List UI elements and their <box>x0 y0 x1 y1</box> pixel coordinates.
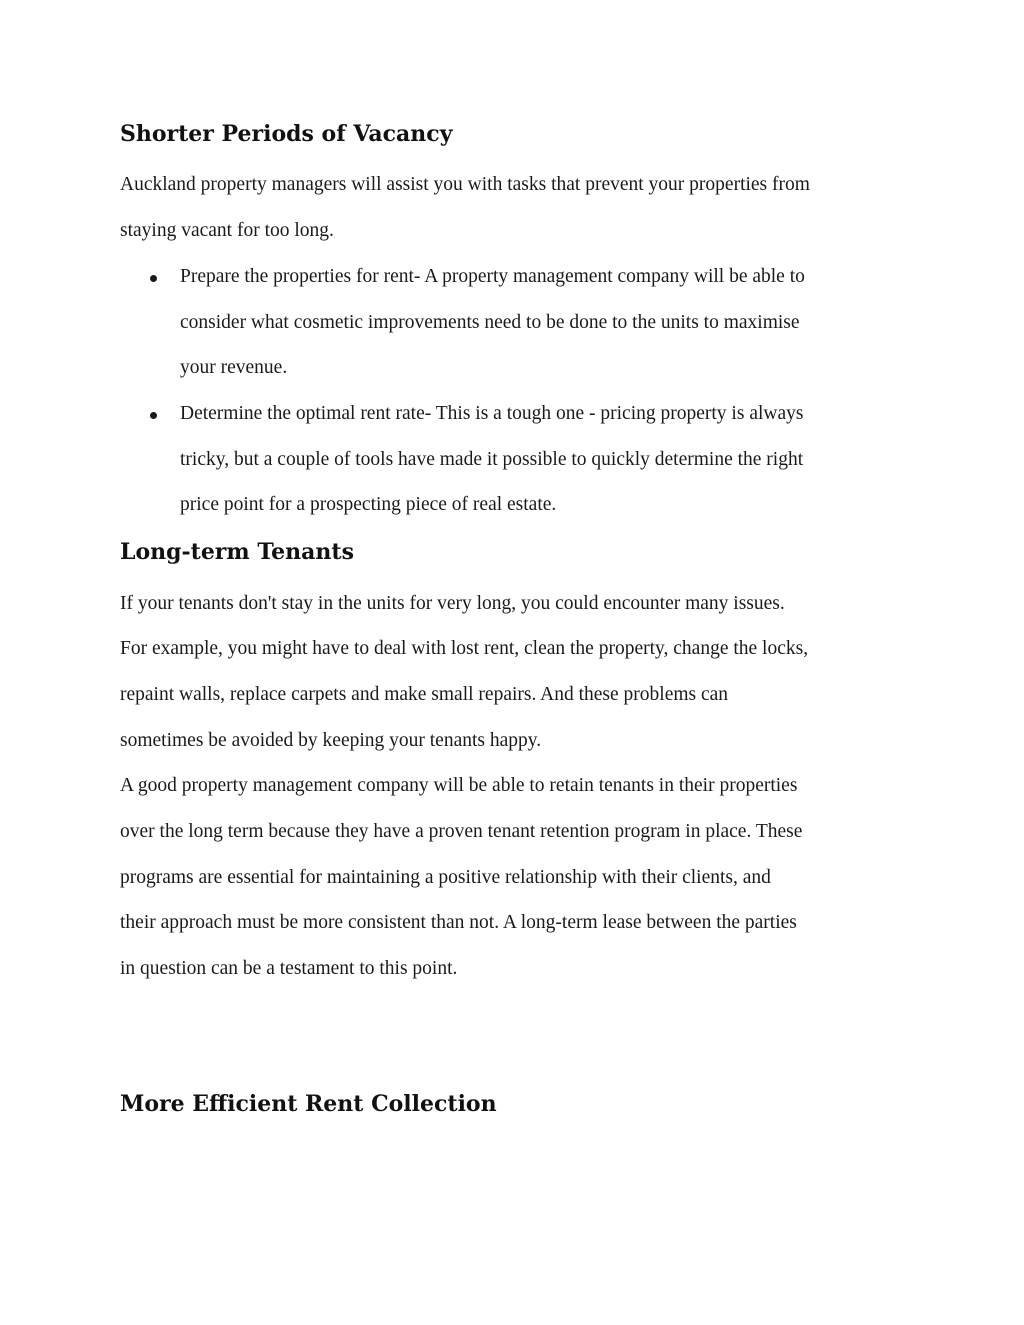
heading-shorter-periods-of-vacancy: Shorter Periods of Vacancy <box>120 121 453 147</box>
bullet-line: Prepare the properties for rent- A property management company will be able to <box>180 266 805 287</box>
vacancy-intro-line: staying vacant for too long. <box>120 220 334 241</box>
tenants-paragraph-line: If your tenants don't stay in the units for very long, you could encounter many issues. <box>120 593 785 614</box>
bullet-line: your revenue. <box>180 357 288 378</box>
tenants-paragraph-line: their approach must be more consistent than not. A long-term lease between the parties <box>120 912 797 933</box>
tenants-paragraph-line: A good property management company will be able to retain tenants in their properties <box>120 775 798 796</box>
bullet-line: consider what cosmetic improvements need to be done to the units to maximise <box>180 312 800 333</box>
tenants-paragraph-line: sometimes be avoided by keeping your tenants happy. <box>120 730 542 751</box>
tenants-paragraph-line: over the long term because they have a proven tenant retention program in place. These <box>120 821 803 842</box>
heading-long-term-tenants: Long-term Tenants <box>120 539 354 565</box>
tenants-paragraph-line: programs are essential for maintaining a positive relationship with their clients, and <box>120 867 771 888</box>
tenants-paragraph-line: repaint walls, replace carpets and make small repairs. And these problems can <box>120 684 729 705</box>
bullet-icon <box>150 412 157 419</box>
bullet-icon <box>150 275 157 282</box>
bullet-line: Determine the optimal rent rate- This is a tough one - pricing property is always <box>180 403 804 424</box>
bullet-line: tricky, but a couple of tools have made it possible to quickly determine the right <box>180 449 804 470</box>
heading-more-efficient-rent-collection: More Efficient Rent Collection <box>120 1091 497 1117</box>
tenants-paragraph-line: For example, you might have to deal with lost rent, clean the property, change the locks, <box>120 638 809 659</box>
vacancy-intro-line: Auckland property managers will assist you with tasks that prevent your properties from <box>120 174 810 195</box>
tenants-paragraph-line: in question can be a testament to this point. <box>120 958 458 979</box>
bullet-line: price point for a prospecting piece of real estate. <box>180 494 557 515</box>
